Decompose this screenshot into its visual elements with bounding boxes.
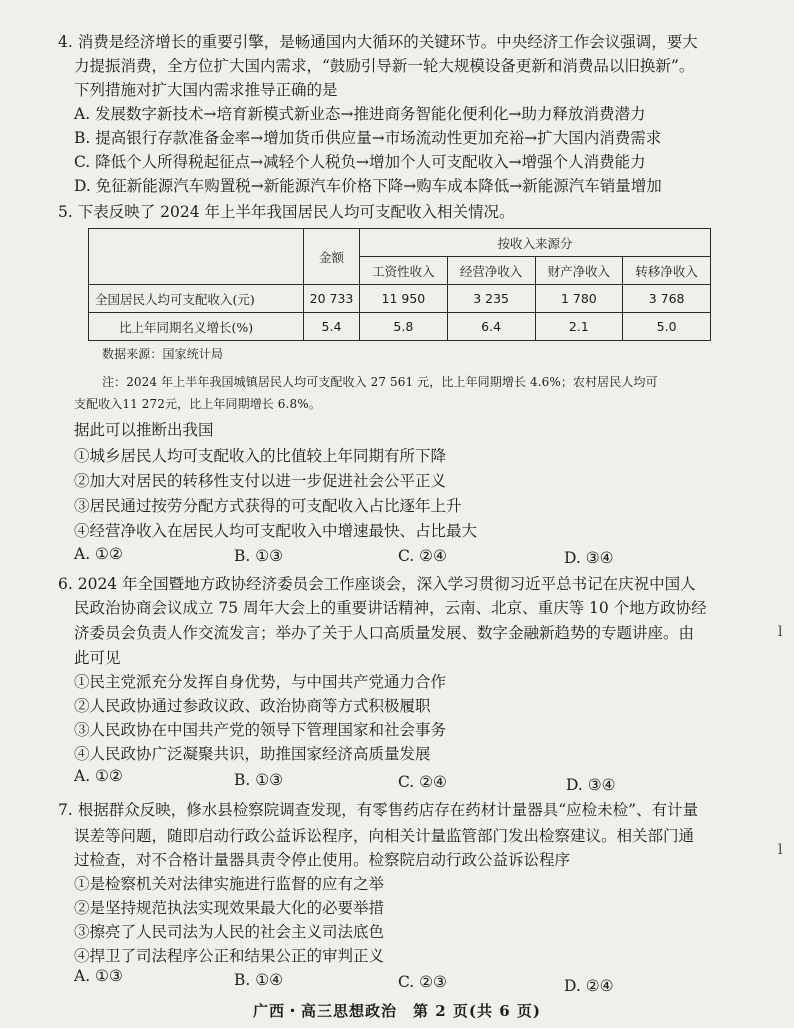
q5-note-line-2: 支配收入11 272元，比上年同期增长 6.8%。 <box>74 397 321 411</box>
cell-business: 6.4 <box>447 313 535 341</box>
q7-item-3: ③擦亮了人民司法为人民的社会主义司法底色 <box>74 923 385 941</box>
q5-note-line-1: 注：2024 年上半年我国城镇居民人均可支配收入 27 561 元，比上年同期增长 4.6%；农村居民人均可 <box>102 375 658 389</box>
row-label: 全国居民人均可支配收入(元) <box>89 285 304 313</box>
source-header: 按收入来源分 <box>360 229 711 257</box>
q6-line-4: 此可见 <box>74 649 121 667</box>
q5-stem: 5. 下表反映了 2024 年上半年我国居民人均可支配收入相关情况。 <box>58 203 515 221</box>
cell-transfer: 3 768 <box>623 285 711 313</box>
q7-item-1: ①是检察机关对法律实施进行监督的应有之举 <box>74 875 385 893</box>
q6-choice-a: A. ①② <box>74 767 123 785</box>
q7-line-1: 7. 根据群众反映，修水县检察院调查发现，有零售药店存在药材计量器具“应检未检”、有计量 <box>58 801 699 819</box>
amount-header: 金额 <box>304 229 360 285</box>
q6-item-3: ③人民政协在中国共产党的领导下管理国家和社会事务 <box>74 721 447 739</box>
q5-item-3: ③居民通过按劳分配方式获得的可支配收入占比逐年上升 <box>74 497 462 515</box>
q6-choice-d: D. ③④ <box>566 776 616 794</box>
table-corner <box>89 229 304 285</box>
q6-item-1: ①民主党派充分发挥自身优势，与中国共产党通力合作 <box>74 673 447 691</box>
q7-choice-d: D. ②④ <box>564 977 614 995</box>
cell-amount: 20 733 <box>304 285 360 313</box>
cell-transfer: 5.0 <box>623 313 711 341</box>
page-footer: 广西・高三思想政治 第 2 页(共 6 页) <box>253 1002 541 1020</box>
table-row <box>89 313 711 341</box>
q5-choice-a: A. ①② <box>74 545 123 563</box>
q7-item-4: ④捍卫了司法程序公正和结果公正的审判正义 <box>74 947 385 965</box>
q5-lead: 据此可以推断出我国 <box>74 421 214 439</box>
cell-amount: 5.4 <box>304 313 360 341</box>
q4-option-c: C. 降低个人所得税起征点→减轻个人税负→增加个人可支配收入→增强个人消费能力 <box>74 153 646 171</box>
q6-item-2: ②人民政协通过参政议政、政治协商等方式积极履职 <box>74 697 431 715</box>
q7-choice-b: B. ①④ <box>234 971 284 989</box>
q7-choice-a: A. ①③ <box>74 967 123 985</box>
q4-line-3: 下列措施对扩大国内需求推导正确的是 <box>74 81 338 99</box>
q7-line-2: 误差等问题，随即启动行政公益诉讼程序，向相关计量监管部门发出检察建议。相关部门通 <box>74 827 695 845</box>
cell-property: 2.1 <box>535 313 623 341</box>
q5-choice-c: C. ②④ <box>398 547 447 565</box>
sub-header-wage: 工资性收入 <box>360 257 448 285</box>
q4-line-1: 4. 消费是经济增长的重要引擎，是畅通国内大循环的关键环节。中央经济工作会议强调，要大 <box>58 33 698 51</box>
q7-line-3: 过检查，对不合格计量器具责令停止使用。检察院启动行政公益诉讼程序 <box>74 851 571 869</box>
sub-header-transfer: 转移净收入 <box>623 257 711 285</box>
sub-header-property: 财产净收入 <box>535 257 623 285</box>
q5-item-2: ②加大对居民的转移性支付以进一步促进社会公平正义 <box>74 472 447 490</box>
q4-option-a: A. 发展数字新技术→培育新模式新业态→推进商务智能化便利化→助力释放消费潜力 <box>74 105 646 123</box>
q4-option-b: B. 提高银行存款准备金率→增加货币供应量→市场流动性更加充裕→扩大国内消费需求 <box>74 129 662 147</box>
q6-line-1: 6. 2024 年全国暨地方政协经济委员会工作座谈会，深入学习贯彻习近平总书记在庆祝中国人 <box>58 575 696 593</box>
table-row <box>89 285 711 313</box>
sub-header-business: 经营净收入 <box>447 257 535 285</box>
row-label: 比上年同期名义增长(%) <box>89 313 304 341</box>
q4-line-2: 力提振消费，全方位扩大国内需求，“鼓励引导新一轮大规模设备更新和消费品以旧换新”。 <box>74 57 695 75</box>
q5-choice-b: B. ①③ <box>234 547 284 565</box>
q4-option-d: D. 免征新能源汽车购置税→新能源汽车价格下降→购车成本降低→新能源汽车销量增加 <box>74 177 662 195</box>
cell-wage: 5.8 <box>360 313 448 341</box>
q5-item-1: ①城乡居民人均可支配收入的比值较上年同期有所下降 <box>74 447 447 465</box>
q5-choice-d: D. ③④ <box>564 549 614 567</box>
margin-mark: l <box>778 624 783 640</box>
q5-item-4: ④经营净收入在居民人均可支配收入中增速最快、占比最大 <box>74 522 478 540</box>
cell-wage: 11 950 <box>360 285 448 313</box>
income-table <box>88 228 711 341</box>
cell-property: 1 780 <box>535 285 623 313</box>
data-source: 数据来源：国家统计局 <box>102 347 224 361</box>
q6-item-4: ④人民政协广泛凝聚共识，助推国家经济高质量发展 <box>74 745 431 763</box>
q6-line-3: 济委员会负责人作交流发言；举办了关于人口高质量发展、数字金融新趋势的专题讲座。由 <box>74 624 695 642</box>
margin-mark: l <box>778 842 783 858</box>
q7-choice-c: C. ②③ <box>398 973 447 991</box>
q7-item-2: ②是坚持规范执法实现效果最大化的必要举措 <box>74 899 385 917</box>
q6-choice-b: B. ①③ <box>234 771 284 789</box>
q6-choice-c: C. ②④ <box>398 773 447 791</box>
q6-line-2: 民政治协商会议成立 75 周年大会上的重要讲话精神，云南、北京、重庆等 10 个地方政协经 <box>74 599 707 617</box>
cell-business: 3 235 <box>447 285 535 313</box>
